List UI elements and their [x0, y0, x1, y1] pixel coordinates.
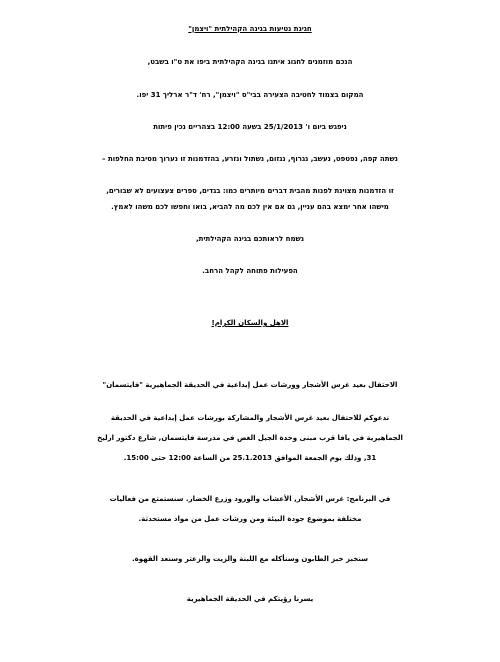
hebrew-time: ניפגש ביום ו' 25/1/2013 בשעה 12:00 בצהריים נכין פיתות — [153, 123, 347, 131]
hebrew-swap-line-2: מישהו אחר ימצא בהם עניין, גם אם אין לכם מה להביא, בואו וחפשו לכם משהו לאמץ. — [111, 203, 389, 211]
arabic-title: الاحتفال بعيد غرس الأشجار وورشات عمل إبداعية في الحديقة الجماهيرية "فايتسمان" — [102, 381, 398, 389]
hebrew-open: הפעילות פתוחה לקהל הרחב. — [202, 267, 298, 275]
arabic-para1-line3: 31, وذلك يوم الجمعة الموافق 25.1.2013 من الساعة 12:00 حتى 15:00. — [123, 454, 377, 462]
arabic-greeting: الاهل والسكان الكرام! — [211, 319, 289, 327]
arabic-para1-line1: ندعوكم للاحتفال بعيد غرس الأشجار والمشاركة بورشات عمل إبداعية في الحديقة — [110, 414, 390, 422]
arabic-closing: يسرنا رؤيتكم في الحديقة الجماهيرية — [186, 595, 314, 603]
arabic-para3: سنخبز خبز الطابون وسنأكله مع اللبنة والزيت والزعتر وسنعد القهوة. — [132, 555, 368, 563]
hebrew-title: חגיגת נטיעות בגינה הקהילתית "ויצמן" — [188, 25, 312, 33]
arabic-para2-line1: في البرنامج: غرس الأشجار, الأعشاب والورود وزرع الخضار. سنستمتع من فعاليات — [109, 495, 391, 503]
arabic-para1-line2: الجماهيرية في يافا قرب مبنى وحدة الجيل الغض في مدرسة فايتسمان, شارع دكتور ارليخ — [97, 434, 403, 442]
hebrew-invite: הנכם מוזמנים לחגוג איתנו בגינה הקהילתית ביפו את ט"ו בשבט, — [147, 58, 353, 66]
hebrew-swap-line-1: זו הזדמנות מצוינת לפנות מהבית דברים מיותרים כמו: בגדים, ספרים צעצועים לא שבורים, — [106, 187, 394, 195]
hebrew-location: המקום בצמוד לחטיבה הצעירה בבי"ס "ויצמן", רח' ד"ר ארליך 31 יפו. — [136, 91, 364, 99]
hebrew-activities: נשתה קפה, נפטפט, נעשב, נגרוף, נגזום, נשתול ונזרע, בהזדמנות זו נערוך מסיבת החלפות – — [102, 155, 398, 163]
arabic-para2-line2: مختلفة بموضوع جودة البيئة ومن ورشات عمل من مواد مستحدثة. — [138, 515, 362, 523]
hebrew-happy: נשמח לראותכם בגינה הקהילתית, — [195, 235, 305, 243]
